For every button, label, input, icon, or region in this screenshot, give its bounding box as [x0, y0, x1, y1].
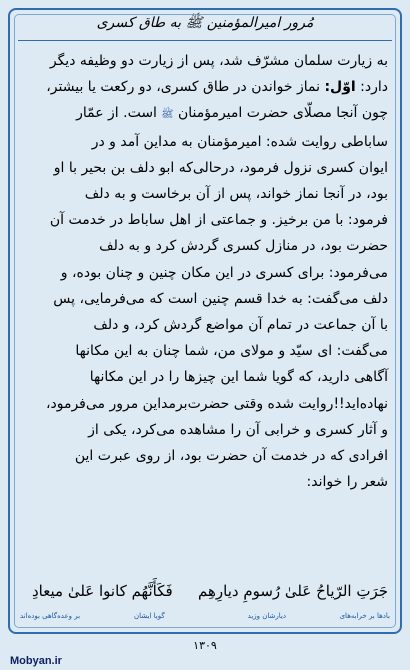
header-divider [18, 40, 392, 41]
first-label: اوّل: [324, 79, 356, 96]
text-line-6: بود، در آنجا نماز خواند، پس از آن برخاست و به دلف [84, 186, 388, 203]
text-line-10: دلف می‌گفت: به خدا قسم چنین است که می‌فرمایی، پس [53, 290, 388, 307]
text-line-2b: نماز خواندن در طاق کسری، دو رکعت یا بیشتر، [46, 79, 320, 96]
text-line-14: نهاده‌اید!!روایت شده وقتی حضرت‌برمداین مرور می‌فرمود، [45, 395, 388, 412]
text-line-7: فرمود: با من برخیز. و جماعتی از اهل ساباط در خدمت آن [49, 212, 388, 229]
text-line-11: با آن جماعت در تمام آن مواضع گردش کرد، و دلف [93, 317, 388, 334]
gloss-1: بادها بر خرابه‌های [339, 612, 390, 620]
text-line-1: به زیارت سلمان مشرّف شد، پس از زیارت دو وظیفه دیگر [49, 53, 388, 69]
text-line-5: ایوان کسری نزول فرمود، درحالی‌که ابو دلف بن بحیر با او [53, 159, 388, 176]
poem-hemistich-2: فَکَأَنَّهُم کانوا عَلیٰ میعادِ [32, 582, 173, 600]
page-number: ۱۳۰۹ [193, 639, 217, 652]
main-text-block [22, 48, 388, 495]
text-line-2a: دارد: [355, 79, 388, 96]
text-line-15: و آثار کسری و خرابی آن را مشاهده می‌کرد، یکی از [88, 421, 388, 438]
poem-translation-row [14, 612, 396, 624]
text-line-3a: چون آنجا مصلّای حضرت امیرمؤمنان [173, 105, 388, 122]
poem-verse [14, 582, 396, 616]
text-line-12: می‌گفت: ای سیّد و مولای من، شما چنان به این مکانها [75, 343, 388, 360]
brand-watermark[interactable]: Mobyan.ir [10, 655, 62, 667]
text-line-16: افرادی که در خدمت آن حضرت بود، از روی عبرت این [74, 448, 388, 465]
text-line-4: ساباطی روایت شده: امیرمؤمنان به مداین آمد و در [91, 133, 388, 150]
gloss-2: دیارشان وزید [247, 612, 286, 620]
page-header-title: مُرور امیرالمؤمنین ﷺ به طاق کسری [96, 15, 314, 31]
text-line-17: شعر را خواند: [306, 474, 388, 491]
gloss-3: گویا ایشان [134, 612, 165, 620]
honorific-symbol: ﷺ [161, 109, 174, 121]
gloss-4: بر وعده‌گاهی بوده‌اند [20, 612, 81, 620]
text-line-9: می‌فرمود: برای کسری در این مکان چنین و چنان بوده، و [60, 264, 388, 281]
poem-hemistich-1: جَرَتِ الرّیاحُ عَلیٰ رُسومِ دیارِهِم [197, 582, 388, 600]
text-line-13: آگاهی دارید، که گویا شما این چیزها را در این مکانها [89, 369, 388, 386]
text-line-3b: است. از عمّار [76, 105, 162, 122]
text-line-8: حضرت بود، در منازل کسری گردش کرد و به دلف [99, 238, 388, 255]
